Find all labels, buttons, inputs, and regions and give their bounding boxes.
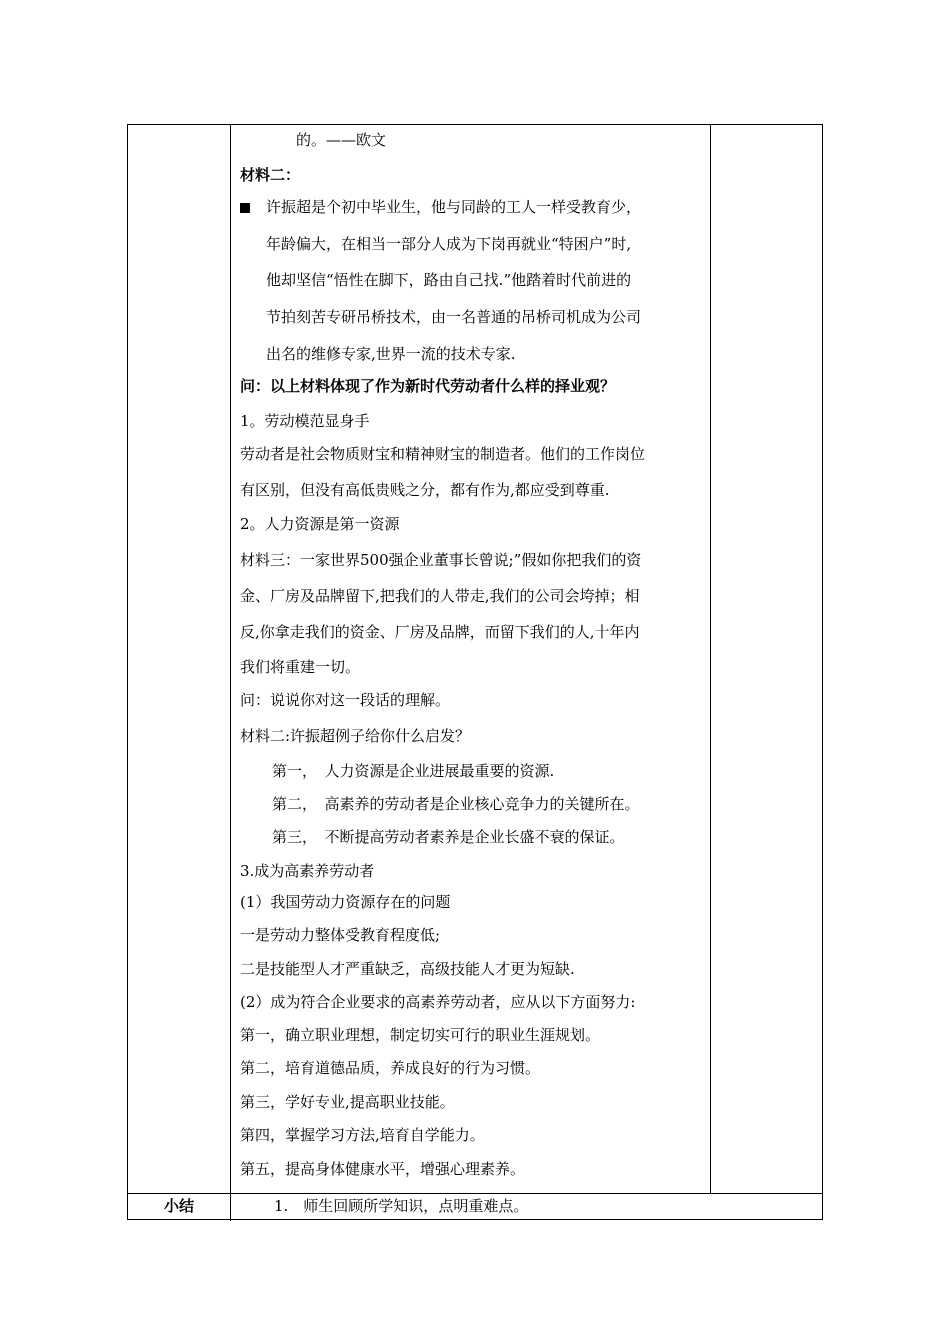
text-line: 材料二:许振超例子给你什么启发？ [240, 727, 471, 745]
lesson-table [127, 124, 823, 1220]
section-heading: 3.成为高素养劳动者 [240, 862, 375, 880]
material-two-heading: 材料二： [240, 166, 301, 184]
text-line: 第三，学好专业,提高职业技能。 [240, 1093, 455, 1111]
text-line: 第五，提高身体健康水平，增强心理素养。 [240, 1160, 526, 1178]
text-line: 他却坚信“悟性在脚下，路由自己找.”他踏着时代前进的 [266, 271, 632, 289]
row-divider-summary [128, 1193, 822, 1194]
column-divider-left [230, 125, 231, 1221]
text-line: 第一，确立职业理想，制定切实可行的职业生涯规划。 [240, 1026, 601, 1044]
summary-label: 小结 [163, 1197, 194, 1215]
point-line: 第三， 不断提高劳动者素养是企业长盛不衰的保证。 [272, 828, 625, 846]
text-line: 出名的维修专家,世界一流的技术专家. [266, 345, 516, 363]
text-line: 节拍刻苦专研吊桥技术，由一名普通的吊桥司机成为公司 [266, 308, 642, 326]
square-bullet-icon [240, 203, 250, 213]
section-heading: 1。劳动模范显身手 [240, 412, 370, 430]
text-line: 劳动者是社会物质财宝和精神财宝的制造者。他们的工作岗位 [240, 445, 646, 463]
column-divider-right [710, 125, 711, 1193]
text-line: 的。——欧文 [296, 131, 387, 149]
text-line: 一是劳动力整体受教育程度低; [240, 926, 441, 944]
text-line: 反,你拿走我们的资金、厂房及品牌，而留下我们的人,十年内 [240, 623, 640, 641]
subsection-heading: (1）我国劳动力资源存在的问题 [240, 893, 451, 911]
text-line: 我们将重建一切。 [240, 658, 361, 676]
point-line: 第一， 人力资源是企业进展最重要的资源. [272, 762, 555, 780]
question-line: 问：说说你对这一段话的理解。 [240, 691, 451, 709]
text-line: 二是技能型人才严重缺乏，高级技能人才更为短缺. [240, 960, 575, 978]
text-line: 材料三：一家世界500强企业董事长曾说;”假如你把我们的资 [240, 551, 642, 569]
section-heading: 2。人力资源是第一资源 [240, 515, 400, 533]
subsection-heading: (2）成为符合企业要求的高素养劳动者，应从以下方面努力: [240, 993, 636, 1011]
question-heading: 问：以上材料体现了作为新时代劳动者什么样的择业观？ [240, 377, 616, 395]
text-line: 年龄偏大，在相当一部分人成为下岗再就业“特困户”时, [266, 235, 632, 253]
text-line: 第二，培育道德品质，养成良好的行为习惯。 [240, 1059, 541, 1077]
text-line: 第四，掌握学习方法,培育自学能力。 [240, 1126, 485, 1144]
text-line: 金、厂房及品牌留下,把我们的人带走,我们的公司会垮掉；相 [240, 587, 640, 605]
summary-item: 1. 师生回顾所学知识，点明重难点。 [274, 1197, 529, 1215]
point-line: 第二， 高素养的劳动者是企业核心竞争力的关键所在。 [272, 795, 640, 813]
text-line: 有区别，但没有高低贵贱之分，都有作为,都应受到尊重. [240, 481, 610, 499]
bullet-paragraph-line: 许振超是个初中毕业生，他与同龄的工人一样受教育少， [240, 197, 641, 217]
